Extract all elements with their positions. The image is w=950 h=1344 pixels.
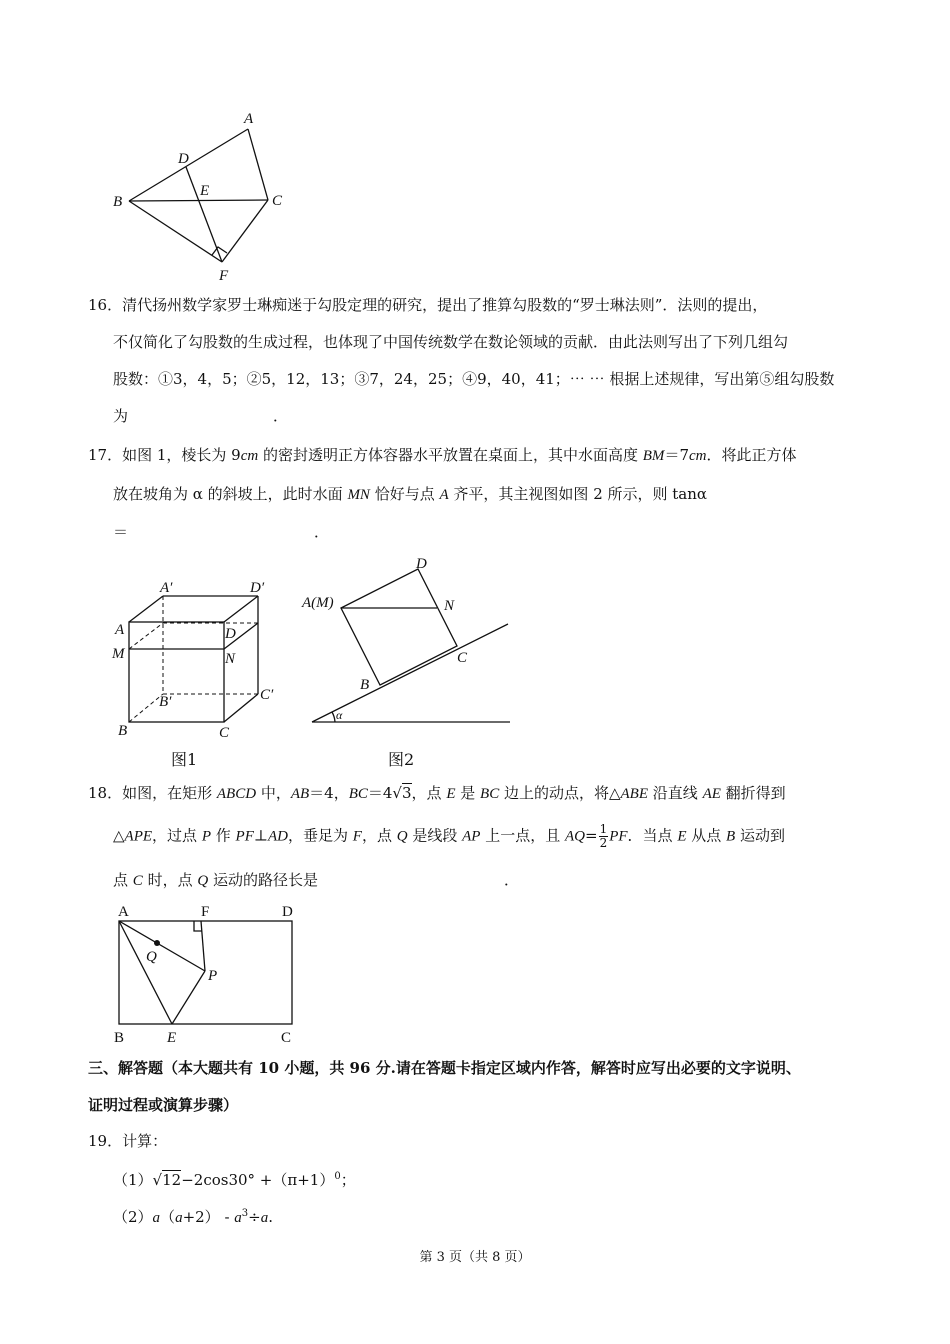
q16-line2: 不仅简化了勾股数的生成过程，也体现了中国传统数学在数论领域的贡献．由此法则写出了下列几组勾 bbox=[113, 333, 789, 351]
figure-q17-cube bbox=[105, 572, 290, 767]
figure-q17-slope bbox=[298, 552, 518, 730]
label-A: A bbox=[118, 904, 129, 920]
sqrt-symbol: √ bbox=[392, 784, 402, 802]
figure-q18 bbox=[105, 900, 305, 1045]
q17-line3: ＝ ． bbox=[113, 523, 330, 541]
label-D: D bbox=[416, 556, 427, 572]
q19-title: 19．计算： bbox=[88, 1132, 168, 1150]
q16-line3: 股数：①3，4，5；②5，12，13；③7，24，25；④9，40，41；⋯ ⋯ 根据上述规律，写出第⑤组勾股数 bbox=[113, 370, 835, 388]
q18-line2: △APE，过点 P 作 PF⊥AD，垂足为 F，点 Q 是线段 AP 上一点，且 AQ= $\frac{1}{2}$ PF．当点 E 从点 B 运动到 bbox=[113, 822, 785, 850]
label-M: M bbox=[112, 646, 125, 662]
q18-line1: 18．如图，在矩形 ABCD 中，AB＝4，BC＝4√3，点 E 是 BC 边上的动点，将△ABE 沿直线 AE 翻折得到 bbox=[88, 784, 786, 802]
label-E: E bbox=[200, 183, 210, 199]
label-D: D bbox=[225, 626, 236, 642]
label-N: N bbox=[225, 651, 236, 667]
label-C: C bbox=[281, 1030, 292, 1045]
q16-line4: 为 ． bbox=[113, 407, 289, 425]
label-F: F bbox=[219, 268, 229, 284]
q19-part2: $(2)a(a+2) - a^3\div a$. bbox=[113, 1208, 274, 1226]
q18-number: 18． bbox=[88, 784, 123, 802]
q18-line3: 点 C 时，点 Q 运动的路径长是 ． bbox=[113, 871, 519, 889]
label-Q: Q bbox=[146, 949, 157, 965]
fraction-one-half: $\frac{1}{2}$ bbox=[599, 822, 608, 850]
section-heading-line2: 证明过程或演算步骤） bbox=[88, 1096, 239, 1114]
page-footer: 第 3 页（共 8 页） bbox=[419, 1250, 531, 1265]
label-N: N bbox=[444, 598, 455, 614]
label-AM: A(M) bbox=[302, 595, 334, 611]
label-F: F bbox=[201, 904, 210, 920]
label-A: A bbox=[244, 111, 254, 127]
label-E: E bbox=[167, 1030, 177, 1045]
point-q bbox=[154, 940, 160, 946]
label-C1: C′ bbox=[260, 687, 274, 703]
section-heading: 三、解答题（本大题共有 10 小题，共 96 分.请在答题卡指定区域内作答，解答时应写出必要的文字说明、 bbox=[88, 1059, 801, 1077]
q17-number: 17． bbox=[88, 446, 123, 464]
label-B: B bbox=[360, 677, 370, 693]
label-B: B bbox=[118, 723, 128, 739]
label-A1: A′ bbox=[160, 580, 173, 596]
q17-line2: 放在坡角为 α 的斜坡上，此时水面 MN 恰好与点 A 齐平，其主视图如图 2 所示，则 tanα bbox=[113, 485, 708, 503]
label-alpha: α bbox=[336, 708, 343, 722]
label-C: C bbox=[219, 725, 230, 741]
label-B1: B′ bbox=[159, 694, 172, 710]
label-D1: D′ bbox=[250, 580, 265, 596]
q17-fig2-caption: 图2 bbox=[388, 750, 415, 769]
label-A: A bbox=[115, 622, 125, 638]
q16-line1: 16．清代扬州数学家罗士琳痴迷于勾股定理的研究，提出了推算勾股数的“罗士琳法则”．法则的提出， bbox=[88, 296, 768, 314]
label-B: B bbox=[113, 194, 123, 210]
label-C: C bbox=[272, 193, 283, 209]
label-C: C bbox=[457, 650, 468, 666]
label-B: B bbox=[114, 1030, 125, 1045]
label-P: P bbox=[208, 968, 218, 984]
q17-line1: 17．如图 1，棱长为 9cm 的密封透明正方体容器水平放置在桌面上，其中水面高度 BM＝7cm．将此正方体 bbox=[88, 446, 797, 464]
q16-number: 16． bbox=[88, 296, 123, 314]
q19-part1: $(1)√12-2\cos 30^\circ +(\pi+1)^0$； bbox=[113, 1171, 356, 1189]
q17-fig1-caption: 图1 bbox=[171, 750, 198, 769]
q19-number: 19． bbox=[88, 1132, 123, 1150]
label-D: D bbox=[178, 151, 189, 167]
label-D: D bbox=[282, 904, 293, 920]
figure-q15 bbox=[105, 110, 305, 285]
sqrt-symbol: √ bbox=[152, 1171, 163, 1189]
